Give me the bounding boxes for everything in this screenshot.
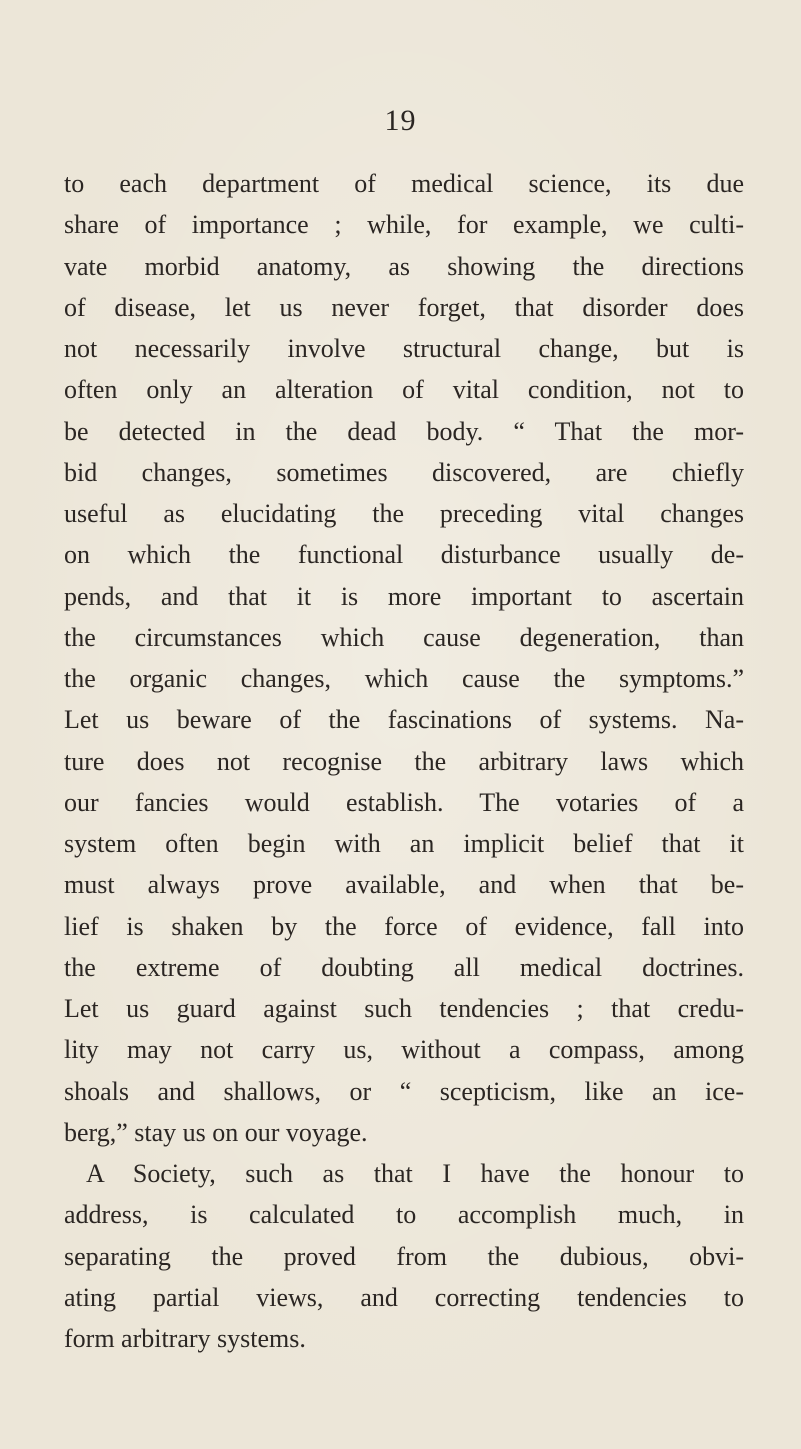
text-line: A Society, such as that I have the honour to <box>86 1159 744 1188</box>
text-line: separating the proved from the dubious, obvi- <box>64 1241 744 1271</box>
text-line: Let us beware of the fascinations of systems. Na- <box>64 705 744 735</box>
text-line: berg,” stay us on our voyage. <box>64 1117 368 1147</box>
text-line: bid changes, sometimes discovered, are chiefly <box>64 457 744 487</box>
text-line: not necessarily involve structural change, but is <box>64 334 744 363</box>
text-line: useful as elucidating the preceding vital changes <box>64 499 744 528</box>
text-line: lity may not carry us, without a compass, among <box>64 1035 744 1065</box>
text-line: ating partial views, and correcting tendencies to <box>64 1282 744 1312</box>
text-line: shoals and shallows, or “ scepticism, like an ice- <box>64 1076 744 1106</box>
text-line: system often begin with an implicit belief that it <box>64 829 744 858</box>
text-line: lief is shaken by the force of evidence, fall into <box>64 911 744 941</box>
page-number: 19 <box>384 104 417 137</box>
text-line: Let us guard against such tendencies ; that credu- <box>64 994 744 1023</box>
text-line: the extreme of doubting all medical doctrines. <box>64 952 744 982</box>
text-line: share of importance ; while, for example, we culti- <box>64 210 744 240</box>
text-line: must always prove available, and when that be- <box>64 870 744 900</box>
text-line: vate morbid anatomy, as showing the directions <box>64 251 744 281</box>
text-line: pends, and that it is more important to ascertain <box>64 581 744 611</box>
text-line: the organic changes, which cause the symptoms.” <box>64 664 744 693</box>
text-line: to each department of medical science, its due <box>64 169 744 198</box>
text-line: form arbitrary systems. <box>64 1324 306 1353</box>
text-line: the circumstances which cause degeneration, than <box>64 622 744 652</box>
text-line: our fancies would establish. The votaries of a <box>64 787 744 817</box>
text-line: of disease, let us never forget, that disorder does <box>64 292 744 322</box>
text-line: ture does not recognise the arbitrary laws which <box>64 746 744 776</box>
text-line: be detected in the dead body. “ That the mor- <box>64 416 744 446</box>
text-line: often only an alteration of vital condition, not to <box>64 375 744 405</box>
text-line: address, is calculated to accomplish much, in <box>64 1200 744 1230</box>
text-line: on which the functional disturbance usually de- <box>64 540 744 570</box>
body-text <box>64 163 744 1359</box>
